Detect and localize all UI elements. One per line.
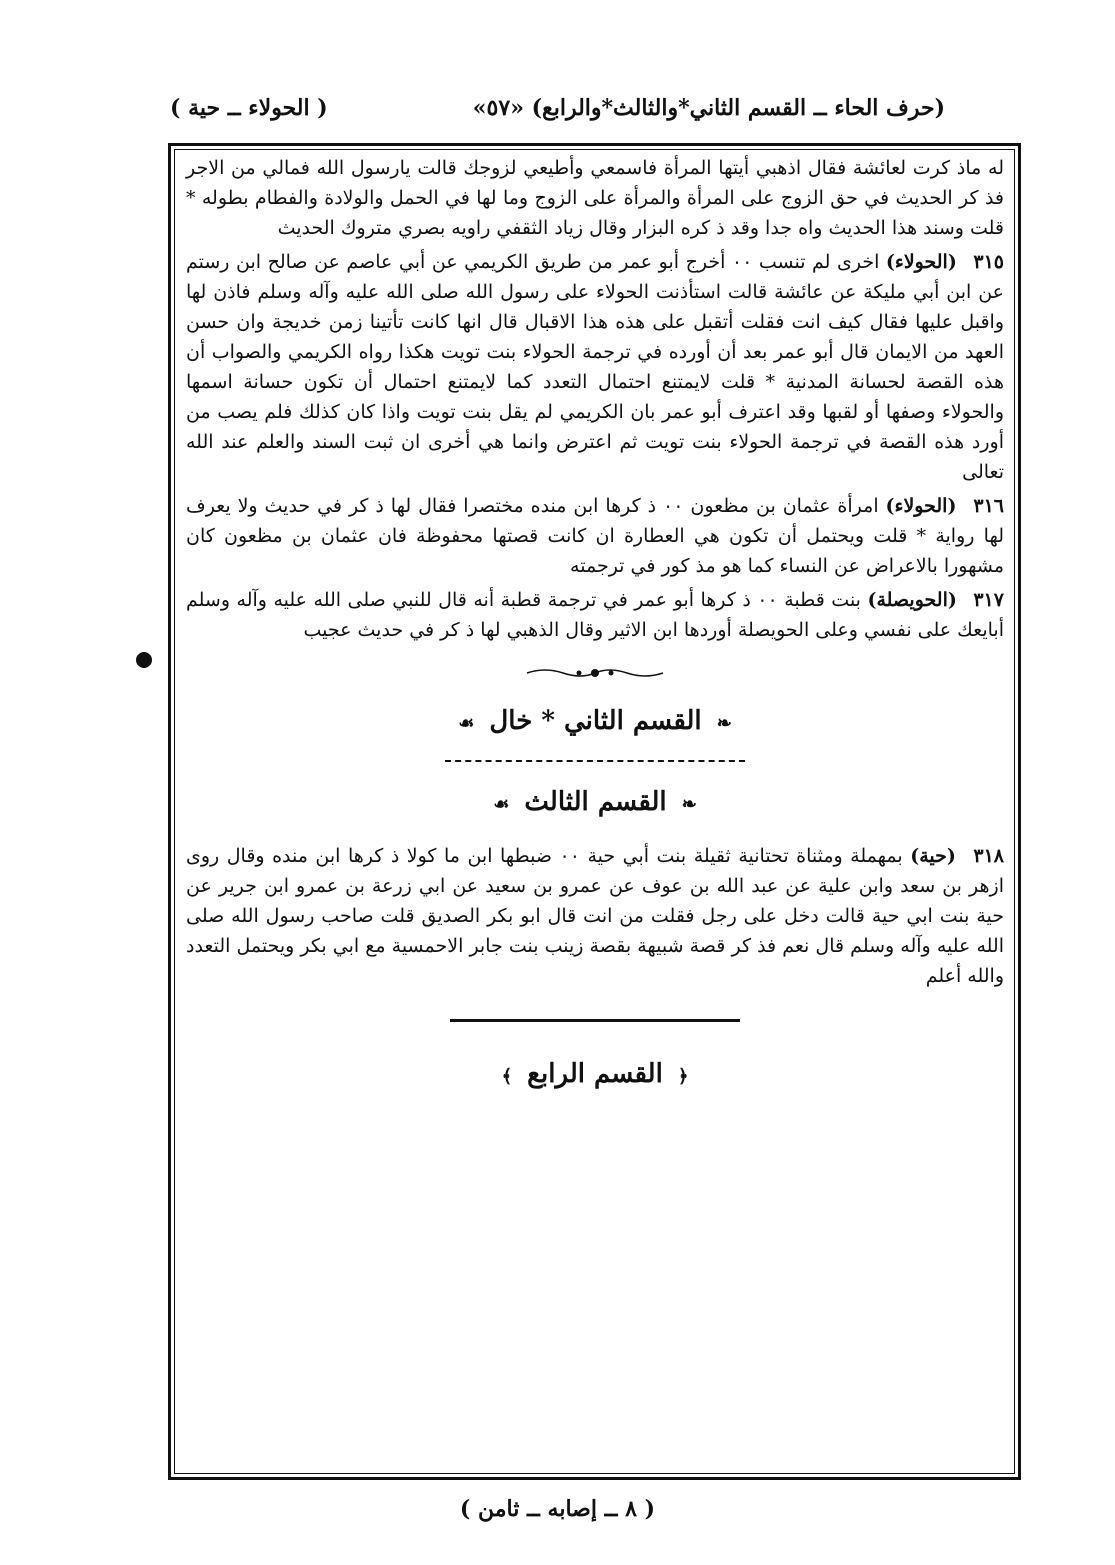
heading-bracket-icon: ﴿ <box>677 1066 689 1087</box>
section-fourth-title: القسم الرابع <box>527 1059 663 1089</box>
dashed-divider <box>445 760 745 762</box>
entry-316-text: امرأة عثمان بن مظعون ٠٠ ذ كرها ابن منده مختصرا فقال لها ذ كر في حديث ولا يعرف لها رواية * قلت ويحتمل أن تكون هي العطارة ان كانت قصتها محفوظة فان عثمان بن مظعون كان مشهورا بالاعراض عن النساء كما هو مذ كور في ترجمته <box>186 495 1004 577</box>
heading-flourish-icon: ☙ <box>493 794 510 815</box>
solid-divider <box>450 1019 740 1022</box>
main-text-block <box>180 153 1010 1471</box>
section-second-heading <box>186 703 1004 742</box>
heading-flourish-icon: ❧ <box>681 794 697 815</box>
entry-318 <box>186 841 1004 991</box>
section-third-heading <box>186 784 1004 823</box>
intro-text: له ماذ كرت لعائشة فقال اذهبي أيتها المرأة فاسمعي وأطيعي لزوجك قالت يارسول الله فمالي من الاجر فذ كر الحديث في حق الزوج على المرأة والمرأة على الزوج وما لها في الحمل والولادة والفطام بطوله * قلت وسند هذا الحديث واه جدا وقد ذ كره البزار وقال زياد الثقفي راويه بصري متروك الحديث <box>186 157 1005 239</box>
header-chapter-title: (حرف الحاء ــ القسم الثاني*والثالث*والرابع) «٥٧» <box>472 95 945 121</box>
section-fourth-heading <box>186 1056 1004 1095</box>
page-header <box>170 95 945 137</box>
entry-315-number: ٣١٥ <box>973 251 1004 273</box>
paragraph-intro <box>186 153 1004 243</box>
header-entry-range: ( الحولاء ــ حية ) <box>170 95 328 121</box>
entry-316-number: ٣١٦ <box>973 495 1005 517</box>
entry-318-name: (حية) <box>910 845 956 867</box>
entry-316-name: (الحولاء) <box>885 495 957 517</box>
entry-317 <box>186 585 1004 645</box>
entry-317-name: (الحويصلة) <box>867 589 957 611</box>
entry-315-name: (الحولاء) <box>885 251 957 273</box>
section-third-title: القسم الثالث <box>524 787 667 817</box>
entry-315-text: اخرى لم تنسب ٠٠ أخرج أبو عمر من طريق الكريمي عن أبي عاصم عن صالح ابن رستم عن ابن أبي مليكة عن عائشة قالت استأذنت الحولاء على رسول الله صلى الله عليه وآله وسلم فاذن لها واقبل عليها فقال كيف انت فقلت أتقبل على هذه هذا الاقبال قال انها كانت تأتينا زمن خديجة وان حسن العهد من الايمان قال أبو عمر بعد أن أورده في ترجمة الحولاء بنت تويت هكذا رواه الكريمي والصواب أن هذه القصة لحسانة المدنية * قلت لايمتنع احتمال التعدد كما لايمتنع احتمال أن تكون حسانة اسمها والحولاء وصفها أو لقبها وقد اعترف أبو عمر بان الكريمي لم يقل بنت تويت واذا كان كذلك فلم يصب من أورد هذه القصة في ترجمة الحولاء بنت تويت ثم اعترض وانما هي أخرى ان ثبت السند والعلم عند الله تعالى <box>186 251 1004 483</box>
section-second-title: القسم الثاني * خال <box>489 706 702 736</box>
ornament-flourish-icon <box>525 665 665 681</box>
heading-flourish-icon: ☙ <box>458 713 475 734</box>
entry-318-number: ٣١٨ <box>973 845 1004 867</box>
page-footer-signature: ( ٨ ــ إصابه ــ ثامن ) <box>459 1496 656 1522</box>
heading-bracket-icon: ﴾ <box>501 1066 513 1087</box>
margin-bullet-mark <box>136 652 152 668</box>
entry-318-text: بمهملة ومثناة تحتانية ثقيلة بنت أبي حية ٠٠ ضبطها ابن ما كولا ذ كرها ابن منده وقال روى ازهر بن سعد وابن علية عن عبد الله بن عوف عن عمرو بن سعيد عن ابي زرعة بن عمرو ابن جرير عن حية بنت ابي حية قالت دخل على رجل فقلت من انت قال ابو بكر الصديق قلت صاحب رسول الله صلى الله عليه وآله وسلم قال نعم فذ كر قصة شبيهة بقصة زينب بنت جابر الاحمسية مع ابي بكر ويحتمل التعدد والله أعلم <box>186 845 1004 987</box>
ornament-divider <box>186 665 1004 685</box>
heading-flourish-icon: ❧ <box>716 713 732 734</box>
entry-315 <box>186 247 1004 487</box>
entry-316 <box>186 491 1004 581</box>
entry-317-number: ٣١٧ <box>973 589 1004 611</box>
entry-317-text: بنت قطبة ٠٠ ذ كرها أبو عمر في ترجمة قطبة أنه قال للنبي صلى الله عليه وآله وسلم أبايعك على نفسي وعلى الحويصلة أوردها ابن الاثير وقال الذهبي لها ذ كر في حديث عجيب <box>186 589 1004 641</box>
